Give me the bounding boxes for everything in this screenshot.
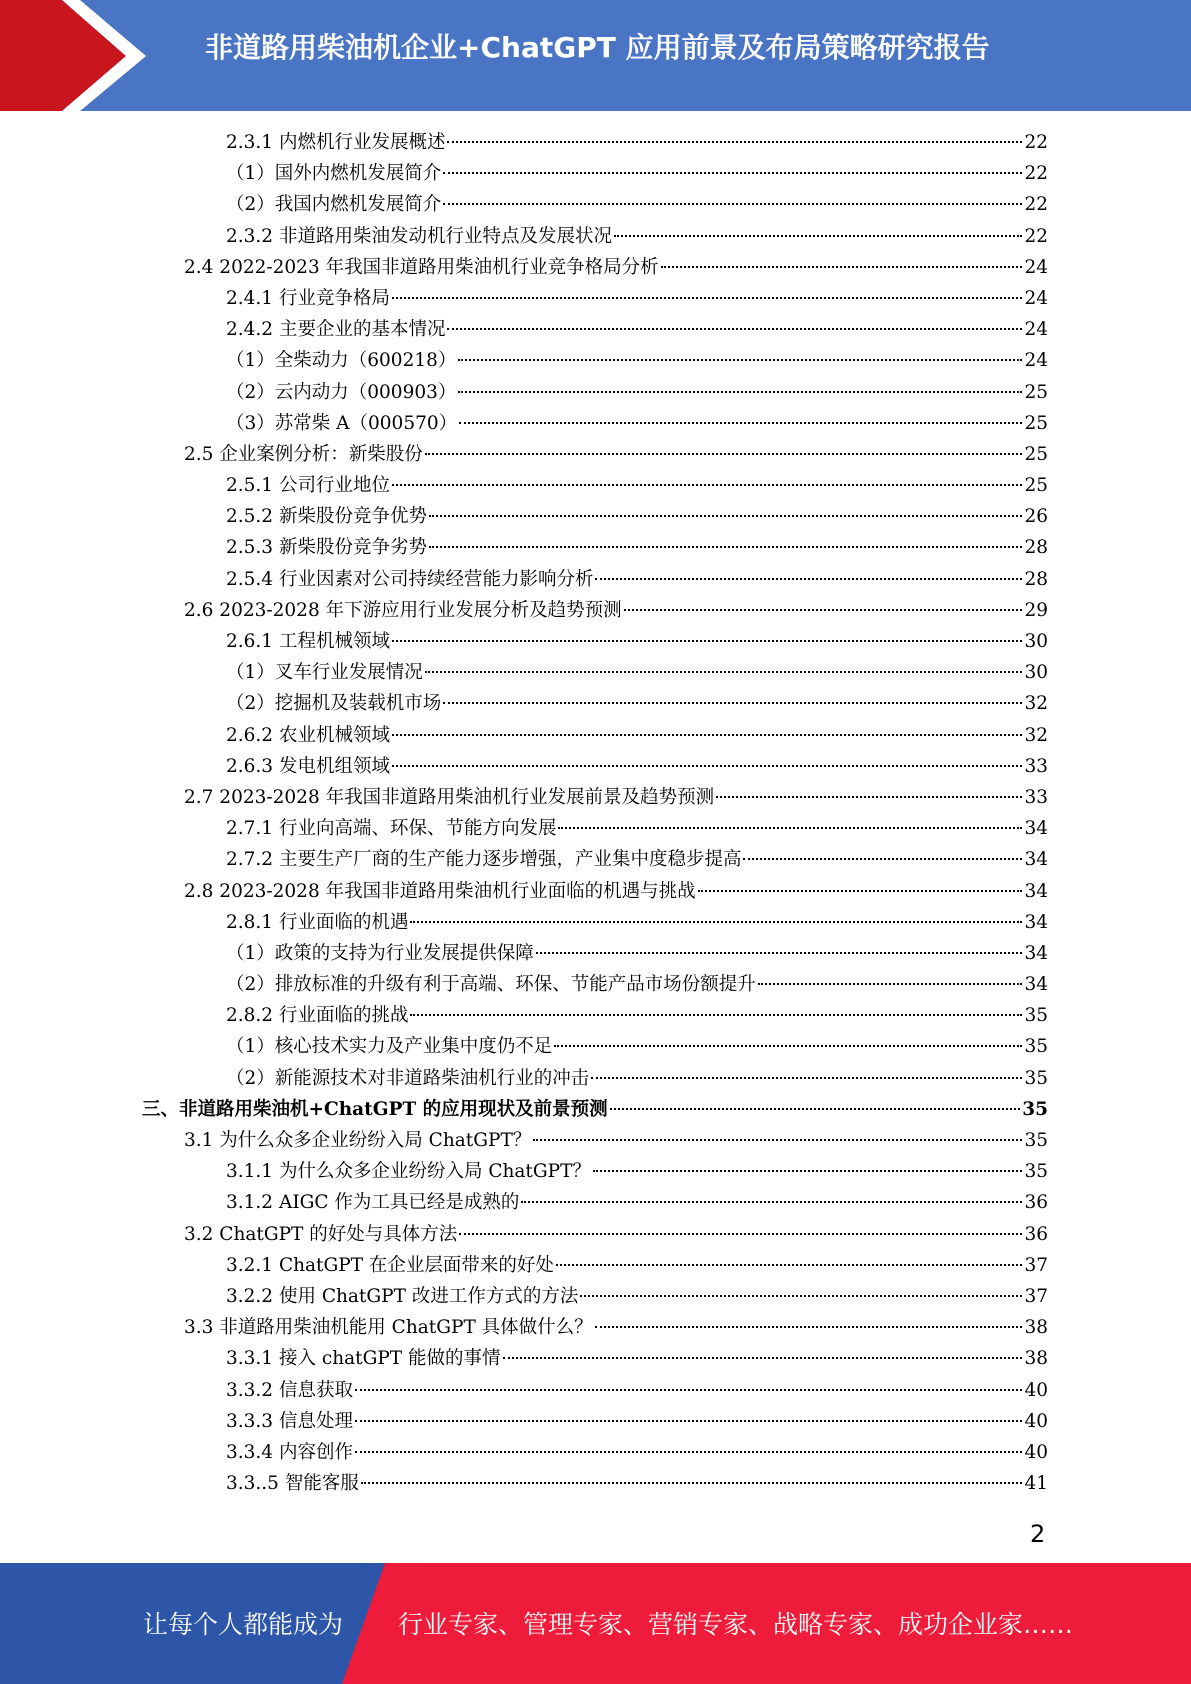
toc-entry-page: 35: [1024, 1161, 1048, 1183]
toc-dot-leader: [458, 390, 1022, 393]
toc-entry-title: （2）我国内燃机发展简介: [226, 194, 442, 216]
toc-dot-leader: [595, 1325, 1023, 1328]
toc-entry-page: 29: [1024, 599, 1048, 621]
toc-entry-page: 24: [1024, 319, 1048, 341]
table-of-contents: [0, 127, 1191, 1499]
toc-entry[interactable]: [0, 1468, 1048, 1499]
toc-entry-page: 22: [1024, 225, 1048, 247]
toc-dot-leader: [355, 1419, 1023, 1422]
toc-entry-title: （1）国外内燃机发展简介: [226, 163, 442, 185]
toc-entry[interactable]: [0, 907, 1048, 938]
toc-dot-leader: [392, 733, 1022, 736]
page-number: 2: [1030, 1520, 1046, 1548]
toc-entry-page: 37: [1024, 1285, 1048, 1307]
toc-entry-title: 2.6 2023-2028 年下游应用行业发展分析及趋势预测: [184, 599, 622, 621]
toc-entry-title: （2）挖掘机及装载机市场: [226, 693, 442, 715]
toc-entry-page: 24: [1024, 350, 1048, 372]
toc-entry-title: 2.3.2 非道路用柴油发动机行业特点及发展状况: [226, 225, 612, 247]
toc-dot-leader: [410, 920, 1022, 923]
toc-entry[interactable]: [0, 938, 1048, 969]
toc-dot-leader: [392, 639, 1022, 642]
toc-entry-page: 25: [1024, 475, 1048, 497]
toc-dot-leader: [447, 140, 1022, 143]
toc-dot-leader: [595, 577, 1022, 580]
toc-entry[interactable]: [0, 844, 1048, 875]
toc-entry-title: 2.5 企业案例分析：新柴股份: [184, 443, 423, 465]
page-header: [0, 0, 1191, 111]
toc-entry[interactable]: [0, 782, 1048, 813]
toc-entry[interactable]: [0, 1406, 1048, 1437]
toc-dot-leader: [410, 1013, 1022, 1016]
toc-entry-title: 2.7.2 主要生产厂商的生产能力逐步增强，产业集中度稳步提高: [226, 849, 742, 871]
toc-entry[interactable]: [0, 626, 1048, 657]
toc-entry-title: 2.6.3 发电机组领域: [226, 755, 390, 777]
toc-entry-title: （1）全柴动力（600218）: [226, 350, 457, 372]
toc-entry[interactable]: [0, 876, 1048, 907]
toc-dot-leader: [624, 608, 1023, 611]
toc-entry[interactable]: [0, 1375, 1048, 1406]
toc-entry-title: 2.4.1 行业竞争格局: [226, 287, 390, 309]
toc-entry[interactable]: [0, 532, 1048, 563]
toc-entry-title: 2.5.4 行业因素对公司持续经营能力影响分析: [226, 568, 594, 590]
toc-entry-page: 30: [1024, 662, 1048, 684]
toc-dot-leader: [521, 1200, 1022, 1203]
toc-entry-page: 22: [1024, 132, 1048, 153]
toc-entry-page: 35: [1024, 1067, 1048, 1089]
toc-dot-leader: [443, 202, 1022, 205]
toc-dot-leader: [536, 951, 1023, 954]
toc-dot-leader: [355, 1450, 1023, 1453]
toc-entry-title: 2.5.2 新柴股份竞争优势: [226, 506, 427, 528]
toc-entry-page: 41: [1024, 1473, 1048, 1495]
toc-entry-page: 35: [1022, 1098, 1048, 1120]
toc-dot-leader: [743, 857, 1022, 860]
toc-entry[interactable]: [0, 158, 1048, 189]
toc-dot-leader: [593, 1169, 1023, 1172]
toc-dot-leader: [459, 421, 1022, 424]
toc-entry-title: 2.4.2 主要企业的基本情况: [226, 319, 446, 341]
toc-entry-page: 36: [1024, 1192, 1048, 1214]
toc-dot-leader: [447, 327, 1022, 330]
toc-entry[interactable]: [0, 657, 1048, 688]
toc-entry[interactable]: [0, 189, 1048, 220]
toc-entry[interactable]: [0, 595, 1048, 626]
toc-entry-title: 2.4 2022-2023 年我国非道路用柴油机行业竞争格局分析: [184, 256, 659, 278]
toc-entry[interactable]: [0, 314, 1048, 345]
toc-entry-page: 25: [1024, 412, 1048, 434]
toc-dot-leader: [429, 514, 1022, 517]
toc-entry[interactable]: [0, 408, 1048, 439]
toc-entry-title: （2）新能源技术对非道路柴油机行业的冲击: [226, 1067, 590, 1089]
toc-entry[interactable]: [0, 720, 1048, 751]
toc-entry-title: 2.7 2023-2028 年我国非道路用柴油机行业发展前景及趋势预测: [184, 786, 715, 808]
toc-entry-title: 3.2.1 ChatGPT 在企业层面带来的好处: [226, 1254, 554, 1276]
toc-entry[interactable]: [0, 1312, 1048, 1343]
toc-entry-title: 3.1 为什么众多企业纷纷入局 ChatGPT？: [184, 1130, 532, 1151]
toc-entry-page: 28: [1024, 568, 1048, 590]
footer-slogan-left: 让每个人都能成为: [143, 1610, 344, 1639]
toc-dot-leader: [614, 234, 1022, 237]
toc-dot-leader: [554, 1044, 1022, 1047]
toc-entry-page: 40: [1024, 1441, 1048, 1463]
toc-entry-title: 2.8 2023-2028 年我国非道路用柴油机行业面临的机遇与挑战: [184, 880, 696, 902]
page-footer: [0, 1563, 1191, 1684]
toc-entry-page: 40: [1024, 1410, 1048, 1432]
toc-entry-title: 2.6.1 工程机械领域: [226, 631, 390, 652]
toc-entry-title: 3.3.1 接入 chatGPT 能做的事情: [226, 1348, 501, 1370]
toc-entry-page: 36: [1024, 1223, 1048, 1245]
toc-entry-page: 28: [1024, 537, 1048, 559]
toc-dot-leader: [392, 764, 1022, 767]
toc-entry-page: 34: [1024, 818, 1048, 840]
toc-entry-title: （2）排放标准的升级有利于高端、环保、节能产品市场份额提升: [226, 974, 756, 996]
toc-entry-page: 34: [1024, 849, 1048, 871]
toc-entry[interactable]: [0, 439, 1048, 470]
toc-entry-title: 2.7.1 行业向高端、环保、节能方向发展: [226, 818, 557, 840]
toc-entry-title: （1）叉车行业发展情况: [226, 662, 423, 684]
toc-dot-leader: [429, 545, 1022, 548]
toc-entry-page: 40: [1024, 1379, 1048, 1401]
toc-dot-leader: [458, 358, 1022, 361]
toc-entry-title: 3.3 非道路用柴油机能用 ChatGPT 具体做什么？: [184, 1317, 593, 1339]
toc-entry-page: 37: [1024, 1254, 1048, 1276]
toc-entry-title: （3）苏常柴 A（000570）: [226, 412, 458, 434]
toc-entry-page: 38: [1024, 1317, 1048, 1339]
toc-entry-page: 25: [1024, 443, 1048, 465]
toc-dot-leader: [698, 889, 1023, 892]
toc-entry[interactable]: [0, 1219, 1048, 1250]
toc-entry-page: 35: [1024, 1005, 1048, 1027]
toc-entry[interactable]: [0, 1000, 1048, 1031]
toc-entry-page: 33: [1024, 786, 1048, 808]
toc-dot-leader: [716, 795, 1022, 798]
toc-dot-leader: [556, 1263, 1023, 1266]
toc-dot-leader: [558, 826, 1022, 829]
toc-entry[interactable]: [0, 1125, 1048, 1156]
toc-entry-title: （1）政策的支持为行业发展提供保障: [226, 942, 534, 964]
toc-entry[interactable]: [0, 252, 1048, 283]
toc-entry-page: 32: [1024, 724, 1048, 746]
toc-entry-page: 34: [1024, 942, 1048, 964]
toc-entry-title: 3.3.2 信息获取: [226, 1379, 353, 1401]
toc-entry[interactable]: [0, 1437, 1048, 1468]
toc-entry-page: 25: [1024, 381, 1048, 403]
toc-dot-leader: [443, 171, 1022, 174]
toc-entry[interactable]: [0, 751, 1048, 782]
toc-dot-leader: [361, 1481, 1023, 1484]
toc-entry-title: 3.2 ChatGPT 的好处与具体方法: [184, 1223, 458, 1245]
toc-entry-page: 33: [1024, 755, 1048, 777]
toc-entry[interactable]: [0, 1343, 1048, 1374]
toc-dot-leader: [591, 1076, 1022, 1079]
toc-dot-leader: [661, 265, 1023, 268]
toc-entry-page: 24: [1024, 256, 1048, 278]
toc-entry-page: 34: [1024, 911, 1048, 933]
toc-entry-page: 22: [1024, 163, 1048, 185]
toc-dot-leader: [425, 670, 1023, 673]
toc-entry[interactable]: [0, 1281, 1048, 1312]
report-title: 非道路用柴油机企业+ChatGPT 应用前景及布局策略研究报告: [205, 31, 990, 64]
toc-entry-page: 38: [1024, 1348, 1048, 1370]
toc-entry[interactable]: [0, 1031, 1048, 1062]
toc-entry-title: 2.8.1 行业面临的机遇: [226, 911, 409, 933]
toc-entry-title: 3.1.1 为什么众多企业纷纷入局 ChatGPT？: [226, 1161, 591, 1183]
toc-entry[interactable]: [0, 813, 1048, 844]
toc-entry-title: 3.3..5 智能客服: [226, 1473, 359, 1495]
toc-dot-leader: [425, 452, 1023, 455]
toc-entry[interactable]: [0, 1156, 1048, 1187]
toc-dot-leader: [580, 1294, 1022, 1297]
toc-entry-title: 2.6.2 农业机械领域: [226, 724, 390, 746]
toc-entry-title: 2.5.3 新柴股份竞争劣势: [226, 537, 427, 559]
toc-dot-leader: [443, 701, 1022, 704]
toc-dot-leader: [392, 296, 1022, 299]
toc-entry-title: （2）云内动力（000903）: [226, 381, 457, 403]
toc-entry-page: 26: [1024, 506, 1048, 528]
toc-entry[interactable]: [0, 221, 1048, 252]
toc-dot-leader: [503, 1356, 1023, 1359]
toc-entry[interactable]: [0, 1094, 1048, 1125]
toc-entry-page: 32: [1024, 693, 1048, 715]
toc-entry-page: 34: [1024, 880, 1048, 902]
toc-entry-title: 3.3.4 内容创作: [226, 1441, 353, 1463]
toc-dot-leader: [459, 1232, 1022, 1235]
toc-entry-title: 2.5.1 公司行业地位: [226, 475, 390, 497]
toc-entry[interactable]: [0, 470, 1048, 501]
toc-entry[interactable]: [0, 283, 1048, 314]
toc-entry[interactable]: [0, 501, 1048, 532]
toc-entry-title: 3.2.2 使用 ChatGPT 改进工作方式的方法: [226, 1285, 579, 1307]
toc-entry-title: 2.8.2 行业面临的挑战: [226, 1005, 409, 1027]
toc-entry-title: 3.3.3 信息处理: [226, 1410, 353, 1432]
toc-entry-page: 35: [1024, 1036, 1048, 1058]
toc-entry-page: 30: [1024, 631, 1048, 652]
toc-entry-title: （1）核心技术实力及产业集中度仍不足: [226, 1036, 553, 1058]
toc-dot-leader: [355, 1388, 1023, 1391]
toc-dot-leader: [758, 982, 1023, 985]
toc-dot-leader: [392, 483, 1022, 486]
toc-entry[interactable]: [0, 345, 1048, 376]
toc-entry-title: 2.3.1 内燃机行业发展概述: [226, 132, 446, 153]
toc-entry[interactable]: [0, 377, 1048, 408]
toc-entry-page: 34: [1024, 974, 1048, 996]
toc-dot-leader: [610, 1107, 1021, 1110]
toc-entry[interactable]: [0, 564, 1048, 595]
footer-slogan-right: 行业专家、管理专家、营销专家、战略专家、成功企业家……: [398, 1610, 1074, 1639]
toc-entry-title: 三、非道路用柴油机+ChatGPT 的应用现状及前景预测: [142, 1098, 608, 1120]
toc-entry[interactable]: [0, 1250, 1048, 1281]
toc-entry-page: 35: [1024, 1130, 1048, 1151]
toc-dot-leader: [533, 1138, 1022, 1141]
toc-entry[interactable]: [0, 1187, 1048, 1218]
toc-entry[interactable]: [0, 969, 1048, 1000]
toc-entry-title: 3.1.2 AIGC 作为工具已经是成熟的: [226, 1192, 520, 1214]
toc-entry-page: 22: [1024, 194, 1048, 216]
toc-entry[interactable]: [0, 688, 1048, 719]
toc-entry[interactable]: [0, 1063, 1048, 1094]
toc-entry-page: 24: [1024, 287, 1048, 309]
toc-entry[interactable]: [0, 127, 1048, 158]
